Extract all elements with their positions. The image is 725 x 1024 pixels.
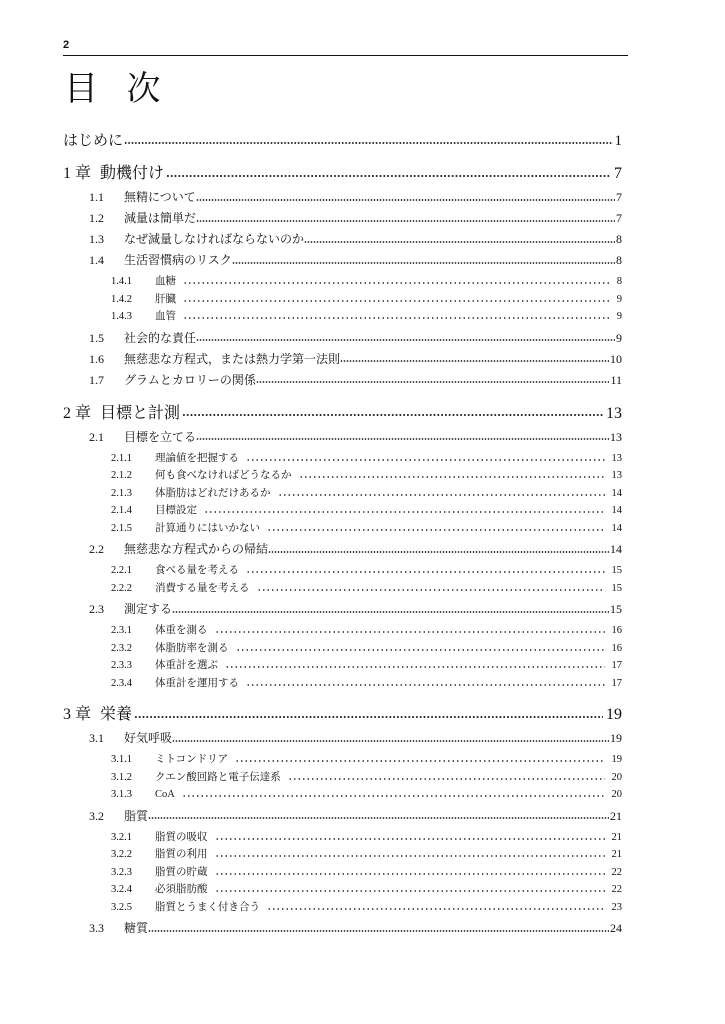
entry-title: 減量は簡単だ xyxy=(124,211,197,225)
dot-leader xyxy=(215,864,605,882)
entry-number: 2.3.2 xyxy=(111,642,132,654)
entry-number: 1 章 xyxy=(63,165,92,182)
page-number: 22 xyxy=(611,866,622,878)
entry-title: 栄養 xyxy=(100,706,133,723)
entry-number: 3.1 xyxy=(89,731,104,745)
entry-title: ミトコンドリア xyxy=(155,754,229,765)
entry-number: 3.1.2 xyxy=(111,771,132,783)
toc-subsection-entry xyxy=(63,864,622,882)
page-number: 8 xyxy=(616,232,622,246)
entry-number: 2.2.2 xyxy=(111,582,132,594)
page-number: 7 xyxy=(614,165,622,182)
table-of-contents xyxy=(63,131,622,939)
page-number: 13 xyxy=(611,452,622,464)
page-number: 22 xyxy=(611,884,622,895)
dot-leader xyxy=(257,580,605,598)
dot-leader xyxy=(215,881,605,899)
entry-title: 必須脂肪酸 xyxy=(155,884,208,895)
page-number: 21 xyxy=(611,849,622,860)
subsection-group xyxy=(63,829,622,917)
toc-section-entry xyxy=(63,328,622,349)
entry-number: 2.3.1 xyxy=(111,625,132,636)
entry-title: 糖質 xyxy=(124,921,149,935)
entry-number: 2.1.4 xyxy=(111,505,132,516)
dot-leader xyxy=(278,485,605,503)
page-number: 17 xyxy=(611,677,622,689)
dot-leader xyxy=(304,229,615,250)
page-number: 16 xyxy=(611,642,622,654)
dot-leader xyxy=(267,899,605,917)
page-number: 16 xyxy=(611,625,622,636)
entry-number: 1.7 xyxy=(89,372,104,387)
entry-title: 無精について xyxy=(124,190,196,204)
dot-leader xyxy=(196,208,615,229)
entry-title: 生活習慣病のリスク xyxy=(124,253,232,267)
entry-title: 計算通りにはいかない xyxy=(155,522,260,534)
entry-title: 無慈悲な方程式，または熱力学第一法則 xyxy=(124,351,341,366)
toc-subsection-entry xyxy=(63,485,622,503)
page-number: 13 xyxy=(611,470,622,481)
subsection-group xyxy=(63,751,622,804)
dot-leader xyxy=(148,806,609,827)
dot-leader xyxy=(268,539,609,560)
page-number: 21 xyxy=(610,808,622,823)
page-number: 13 xyxy=(606,404,622,422)
entry-number: 3.2 xyxy=(89,808,104,823)
toc-section-entry xyxy=(63,806,622,827)
chapter-sections xyxy=(63,427,622,693)
entry-title: 動機付け xyxy=(100,165,165,182)
page-number: 19 xyxy=(610,731,622,745)
toc-section-entry xyxy=(63,370,622,391)
subsection-group xyxy=(63,622,622,692)
toc-subsection-entry xyxy=(63,291,622,309)
toc-subsection-entry xyxy=(63,829,622,847)
entry-number: 2.2 xyxy=(89,542,104,556)
page-title: 目 次 xyxy=(64,71,161,108)
entry-title: 血管 xyxy=(155,311,176,322)
toc-subsection-entry xyxy=(63,580,622,598)
entry-title: 脂質の利用 xyxy=(155,849,208,860)
page-number: 20 xyxy=(611,789,622,800)
toc-subsection-entry xyxy=(63,622,622,640)
page-number: 14 xyxy=(611,487,622,499)
entry-title: 目標を立てる xyxy=(124,429,197,444)
page-number: 8 xyxy=(616,276,622,287)
toc-subsection-entry xyxy=(63,657,622,675)
subsection-group xyxy=(63,273,622,326)
entry-title: はじめに xyxy=(63,133,124,149)
entry-number: 1.4.3 xyxy=(111,311,132,322)
dot-leader xyxy=(288,769,605,787)
dot-leader xyxy=(215,622,605,640)
toc-section-entry xyxy=(63,599,622,620)
chapter-sections xyxy=(63,728,622,939)
dot-leader xyxy=(225,657,605,675)
dot-leader xyxy=(236,640,605,658)
entry-title: 体重計を運用する xyxy=(155,677,239,689)
page-number: 19 xyxy=(606,706,622,723)
entry-number: 3.2.4 xyxy=(111,884,132,895)
dot-leader xyxy=(172,728,609,749)
entry-number: 1.1 xyxy=(89,190,104,204)
entry-number: 3 章 xyxy=(63,706,92,723)
toc-section-entry xyxy=(63,187,622,208)
dot-leader xyxy=(124,131,612,151)
toc-subsection-entry xyxy=(63,899,622,917)
page-number: 1 xyxy=(614,133,622,149)
toc-section-entry xyxy=(63,539,622,560)
toc-chapter-entry xyxy=(63,701,622,728)
page-number: 21 xyxy=(611,831,622,843)
toc-subsection-entry xyxy=(63,675,622,693)
entry-title: 測定する xyxy=(124,602,173,616)
dot-leader xyxy=(246,675,605,693)
dot-leader xyxy=(235,751,604,769)
page-number: 14 xyxy=(610,542,622,556)
dot-leader xyxy=(196,427,609,448)
dot-leader xyxy=(166,160,611,187)
page-number: 11 xyxy=(610,372,622,387)
dot-leader xyxy=(232,250,615,271)
toc-section-entry xyxy=(63,427,622,448)
page-number: 15 xyxy=(611,582,622,594)
toc-section-entry xyxy=(63,349,622,370)
entry-title: 目標設定 xyxy=(155,505,197,516)
entry-title: 理論値を把握する xyxy=(155,452,239,464)
entry-title: 脂質とうまく付き合う xyxy=(155,901,260,913)
page-number: 15 xyxy=(610,602,622,616)
entry-number: 1.5 xyxy=(89,330,104,345)
entry-number: 1.6 xyxy=(89,351,104,366)
toc-section-entry xyxy=(63,229,622,250)
dot-leader xyxy=(256,370,610,391)
toc-subsection-entry xyxy=(63,502,622,520)
toc-subsection-entry xyxy=(63,273,622,291)
entry-title: 好気呼吸 xyxy=(124,731,173,745)
toc-chapter-entry xyxy=(63,400,622,427)
entry-number: 2.3.4 xyxy=(111,677,132,689)
header-page-number: 2 xyxy=(63,39,70,51)
entry-title: 脂質 xyxy=(124,808,149,823)
entry-title: クエン酸回路と電子伝達系 xyxy=(155,771,281,783)
toc-subsection-entry xyxy=(63,640,622,658)
entry-number: 1.4.2 xyxy=(111,293,132,305)
dot-leader xyxy=(246,562,605,580)
page-number: 14 xyxy=(611,522,622,534)
entry-number: 2.1.2 xyxy=(111,470,132,481)
entry-number: 3.2.5 xyxy=(111,901,132,913)
dot-leader xyxy=(196,187,615,208)
dot-leader xyxy=(148,918,609,939)
dot-leader xyxy=(215,829,605,847)
page-number: 8 xyxy=(616,253,622,267)
entry-title: 社会的な責任 xyxy=(124,330,197,345)
header-rule xyxy=(63,55,628,56)
dot-leader xyxy=(183,291,610,309)
entry-number: 1.4.1 xyxy=(111,276,132,287)
toc-preface-entry xyxy=(63,131,622,151)
entry-number: 2.1 xyxy=(89,429,104,444)
toc-subsection-entry xyxy=(63,308,622,326)
entry-title: なぜ減量しなければならないのか xyxy=(124,232,305,246)
dot-leader xyxy=(299,467,605,485)
toc-subsection-entry xyxy=(63,467,622,485)
dot-leader xyxy=(134,701,603,728)
page-number: 10 xyxy=(610,351,622,366)
entry-title: 血糖 xyxy=(155,276,176,287)
dot-leader xyxy=(196,328,615,349)
entry-title: 体重計を選ぶ xyxy=(155,660,218,671)
entry-title: CoA xyxy=(155,789,175,800)
entry-title: グラムとカロリーの関係 xyxy=(124,372,256,387)
toc-subsection-entry xyxy=(63,520,622,538)
dot-leader xyxy=(183,308,610,326)
entry-title: 目標と計測 xyxy=(100,404,181,422)
toc-subsection-entry xyxy=(63,562,622,580)
page-number: 23 xyxy=(611,901,622,913)
dot-leader xyxy=(215,846,605,864)
toc-subsection-entry xyxy=(63,786,622,804)
toc-section-entry xyxy=(63,250,622,271)
toc-section-entry xyxy=(63,918,622,939)
toc-subsection-entry xyxy=(63,769,622,787)
page-number: 15 xyxy=(611,565,622,576)
entry-title: 体重を測る xyxy=(155,625,208,636)
page-number: 7 xyxy=(616,190,622,204)
subsection-group xyxy=(63,562,622,597)
page-number: 9 xyxy=(616,311,622,322)
entry-number: 2.3 xyxy=(89,602,104,616)
page-number: 24 xyxy=(610,921,622,935)
dot-leader xyxy=(340,349,609,370)
page-number: 7 xyxy=(616,211,622,225)
entry-number: 2.3.3 xyxy=(111,660,132,671)
entry-number: 3.2.3 xyxy=(111,866,132,878)
entry-title: 脂質の貯蔵 xyxy=(155,866,208,878)
page-number: 9 xyxy=(616,330,622,345)
dot-leader xyxy=(172,599,609,620)
dot-leader xyxy=(267,520,605,538)
entry-number: 2.1.3 xyxy=(111,487,132,499)
toc-subsection-entry xyxy=(63,450,622,468)
toc-chapter-entry xyxy=(63,160,622,187)
entry-number: 1.2 xyxy=(89,211,104,225)
entry-number: 2.2.1 xyxy=(111,565,132,576)
dot-leader xyxy=(182,400,603,427)
toc-subsection-entry xyxy=(63,751,622,769)
toc-subsection-entry xyxy=(63,881,622,899)
entry-number: 1.4 xyxy=(89,253,104,267)
toc-subsection-entry xyxy=(63,846,622,864)
chapter-sections xyxy=(63,187,622,391)
dot-leader xyxy=(182,786,605,804)
entry-title: 肝臓 xyxy=(155,293,176,305)
entry-number: 3.2.1 xyxy=(111,831,132,843)
page-number: 17 xyxy=(611,660,622,671)
entry-title: 体脂肪はどれだけあるか xyxy=(155,487,271,499)
entry-title: 何も食べなければどうなるか xyxy=(155,470,292,481)
dot-leader xyxy=(246,450,605,468)
entry-number: 2.1.1 xyxy=(111,452,132,464)
entry-number: 3.1.1 xyxy=(111,754,132,765)
dot-leader xyxy=(183,273,610,291)
entry-title: 体脂肪率を測る xyxy=(155,642,229,654)
entry-number: 2.1.5 xyxy=(111,522,132,534)
toc-section-entry xyxy=(63,208,622,229)
entry-title: 食べる量を考える xyxy=(155,565,239,576)
page-number: 9 xyxy=(616,293,622,305)
entry-number: 2 章 xyxy=(63,404,92,422)
entry-title: 消費する量を考える xyxy=(155,582,250,594)
entry-title: 脂質の吸収 xyxy=(155,831,208,843)
subsection-group xyxy=(63,450,622,538)
page-number: 13 xyxy=(610,429,622,444)
entry-number: 3.1.3 xyxy=(111,789,132,800)
entry-title: 無慈悲な方程式からの帰結 xyxy=(124,542,269,556)
dot-leader xyxy=(204,502,605,520)
entry-number: 3.2.2 xyxy=(111,849,132,860)
page-number: 20 xyxy=(611,771,622,783)
page-number: 14 xyxy=(611,505,622,516)
entry-number: 3.3 xyxy=(89,921,104,935)
toc-section-entry xyxy=(63,728,622,749)
page-number: 19 xyxy=(611,754,622,765)
entry-number: 1.3 xyxy=(89,232,104,246)
